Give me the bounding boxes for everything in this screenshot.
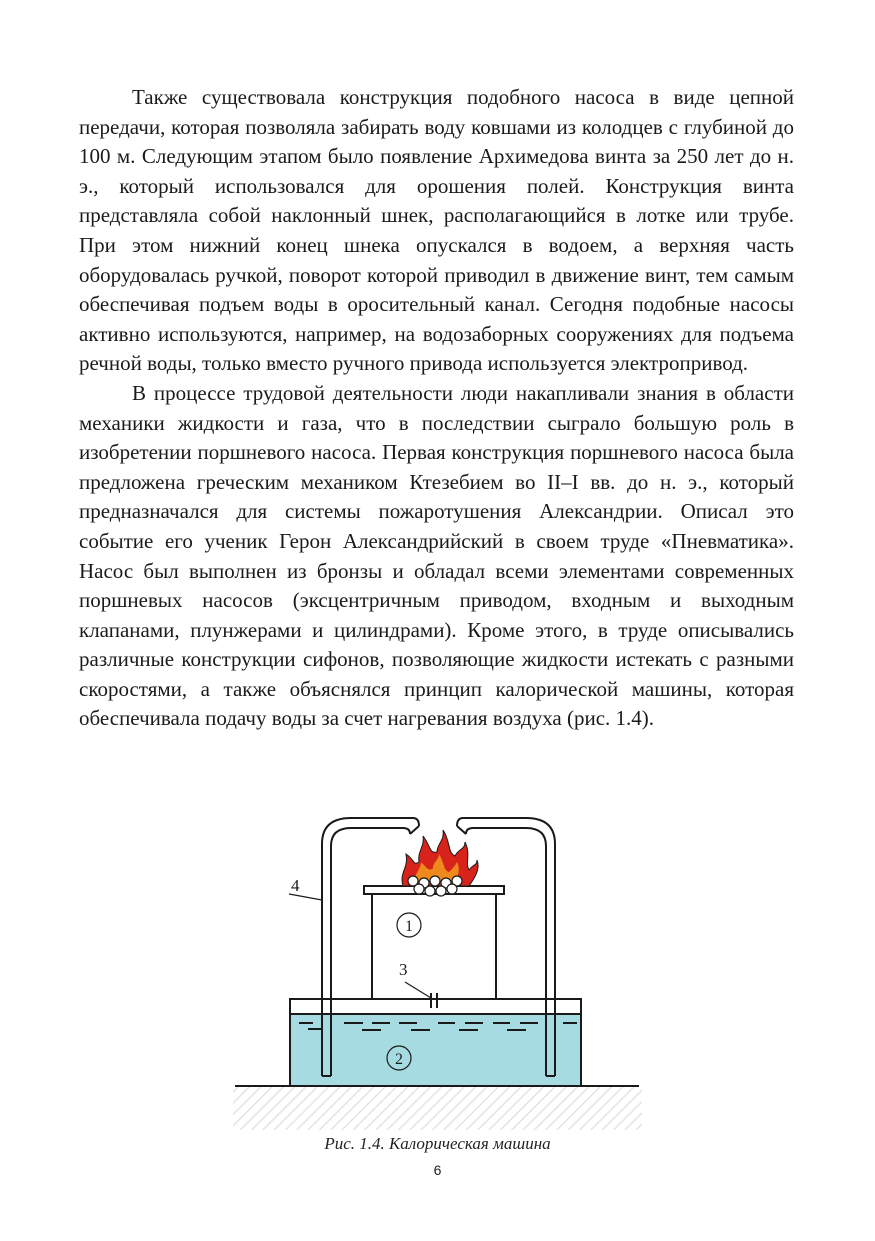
caloric-machine-diagram	[233, 808, 642, 1130]
paragraph-2: В процессе трудовой деятельности люди накапливали знания в области механики жидкости и газа, что в последствии сыграло большую роль в изобретении поршневого насоса. Первая конструкция поршневого насоса была предложена греческим механиком Ктезебием во II–I вв. до н. э., который предназначался для системы пожаротушения Александрии. Описал это событие его ученик Герон Александрийский в своем труде «Пневматика». Насос был выполнен из бронзы и обладал всеми элементами современных поршневых насосов (эксцентричным приводом, входным и выходным клапанами, плунжерами и цилиндрами). Кроме этого, в труде описывались различные конструкции сифонов, позволяющие жидкости истекать с разными скоростями, а также объяснялся принцип калорической машины, которая обеспечивала подачу воды за счет нагревания воздуха (рис. 1.4).	[79, 380, 794, 731]
label-chamber: 1	[405, 918, 413, 935]
label-valve: 3	[399, 960, 408, 979]
air-chamber	[372, 892, 496, 999]
figure-caption: Рис. 1.4. Калорическая машина	[324, 1134, 551, 1153]
label-water: 2	[395, 1051, 403, 1068]
body-text	[79, 83, 794, 734]
ground-hatching	[233, 1086, 642, 1130]
label-tube: 4	[291, 876, 300, 895]
water-vessel	[290, 1014, 581, 1086]
page-number: 6	[433, 1162, 442, 1178]
flame-icon	[402, 830, 478, 896]
figure-caloric-machine	[233, 808, 642, 1130]
vessel-lid	[290, 999, 581, 1014]
paragraph-1: Также существовала конструкция подобного насоса в виде цепной передачи, которая позволяла забирать воду ковшами из колодцев с глубиной до 100 м. Следующим этапом было появление Архимедова винта за 250 лет до н. э., который использовался для орошения полей. Конструкция винта представляла собой наклонный шнек, располагающийся в лотке или трубе. При этом нижний конец шнека опускался в водоем, а верхняя часть оборудовалась ручкой, поворот которой приводил в движение винт, тем самым обеспечивая подъем воды в оросительный канал. Сегодня подобные насосы активно используются, например, на водозаборных сооружениях для подъема речной воды, только вместо ручного привода используется электропривод.	[79, 85, 794, 376]
